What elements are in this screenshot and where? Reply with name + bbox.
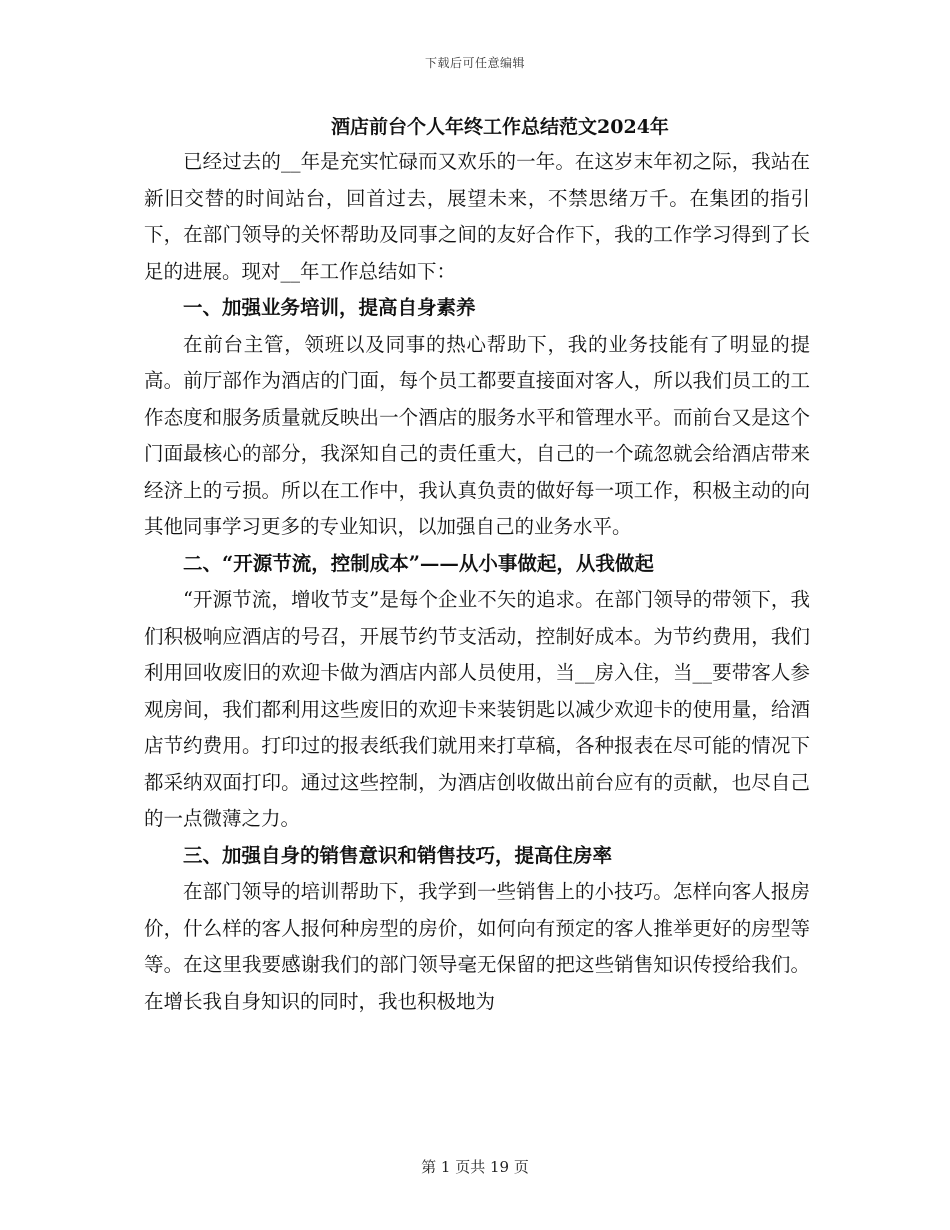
- section-heading-3: 三、加强自身的销售意识和销售技巧，提高住房率: [183, 843, 613, 867]
- section-1-paragraph: 在前台主管，领班以及同事的热心帮助下，我的业务技能有了明显的提高。前厅部作为酒店的门面，每个员工都要直接面对客人，所以我们员工的工作态度和服务质量就反映出一个酒店的服务水平和管理水平。而前台又是这个门面最核心的部分，我深知自己的责任重大，自己的一个疏忽就会给酒店带来经济上的亏损。所以在工作中，我认真负责的做好每一项工作，积极主动的向其他同事学习更多的专业知识，以加强自己的业务水平。: [144, 332, 810, 538]
- document-title: 酒店前台个人年终工作总结范文2024年: [331, 116, 669, 138]
- document-body: [144, 144, 810, 1020]
- intro-paragraph: 已经过去的__年是充实忙碌而又欢乐的一年。在这岁末年初之际，我站在新旧交替的时间站台，回首过去，展望未来，不禁思绪万千。在集团的指引下，在部门领导的关怀帮助及同事之间的友好合作下，我的工作学习得到了长足的进展。现对__年工作总结如下：: [144, 150, 810, 283]
- page-number-footer: 第 1 页共 19 页: [421, 1158, 529, 1176]
- section-2-paragraph: “开源节流，增收节支”是每个企业不矢的追求。在部门领导的带领下，我们积极响应酒店的号召，开展节约节支活动，控制好成本。为节约费用，我们利用回收废旧的欢迎卡做为酒店内部人员使用，当__房入住，当__要带客人参观房间，我们都利用这些废旧的欢迎卡来装钥匙以减少欢迎卡的使用量，给酒店节约费用。打印过的报表纸我们就用来打草稿，各种报表在尽可能的情况下都采纳双面打印。通过这些控制，为酒店创收做出前台应有的贡献，也尽自己的一点微薄之力。: [144, 588, 810, 830]
- section-3-paragraph: 在部门领导的培训帮助下，我学到一些销售上的小技巧。怎样向客人报房价，什么样的客人报何种房型的房价，如何向有预定的客人推举更好的房型等等。在这里我要感谢我们的部门领导毫无保留的把这些销售知识传授给我们。在增长我自身知识的同时，我也积极地为: [144, 880, 810, 1013]
- page-header-note: 下载后可任意编辑: [424, 56, 525, 70]
- section-heading-2: 二、“开源节流，控制成本”——从小事做起，从我做起: [183, 551, 654, 575]
- section-heading-1: 一、加强业务培训，提高自身素养: [183, 296, 476, 319]
